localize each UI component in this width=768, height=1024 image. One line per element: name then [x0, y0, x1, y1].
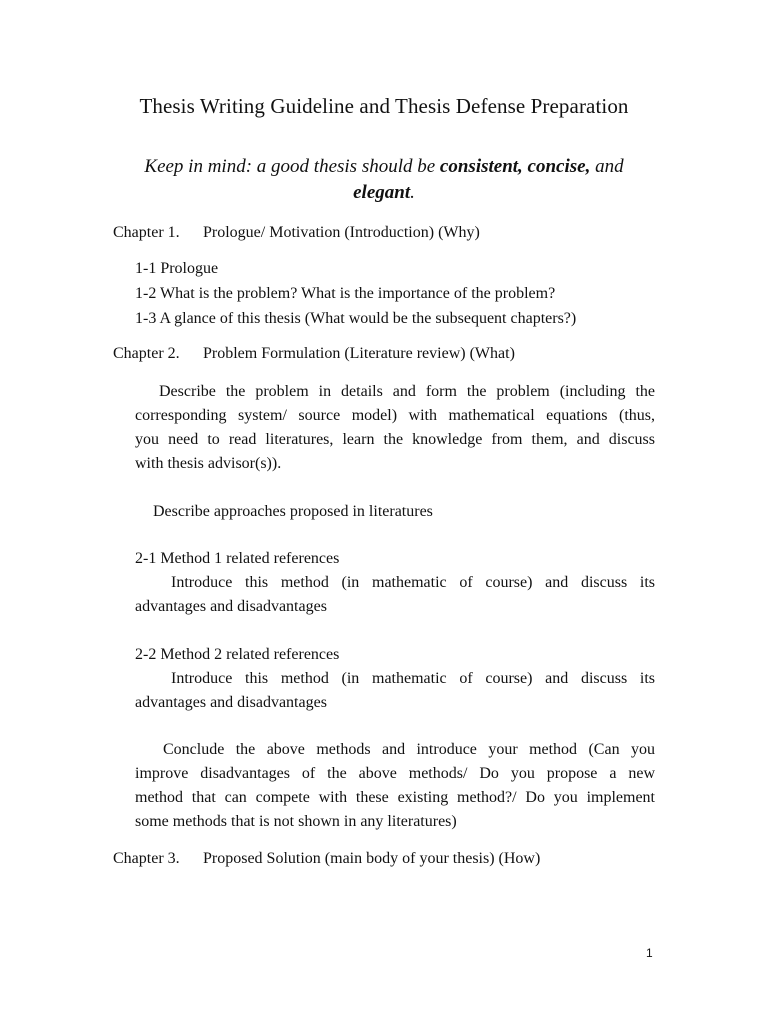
chapter-1-item-3: 1-3 A glance of this thesis (What would be the subsequent chapters?) — [135, 310, 577, 327]
paragraph-line: you need to read literatures, learn the knowledge from them, and discuss — [135, 431, 655, 448]
keep-in-mind-prefix: Keep in mind: a good thesis should be — [144, 156, 440, 177]
method-1-paragraph — [135, 571, 655, 619]
chapter-2-heading — [113, 345, 515, 363]
method-2-paragraph — [135, 667, 655, 715]
chapter-3-number: Chapter 3. — [113, 850, 180, 867]
chapter-1-item-2: 1-2 What is the problem? What is the importance of the problem? — [135, 285, 556, 302]
paragraph-line: Conclude the above methods and introduce your method (Can you — [163, 741, 655, 758]
keep-in-mind-and: and — [590, 156, 624, 177]
method-1-heading: 2-1 Method 1 related references — [135, 550, 340, 567]
chapter-2-title: Problem Formulation (Literature review) (What) — [203, 345, 515, 362]
keep-in-mind-line-2 — [0, 182, 768, 204]
conclude-paragraph — [135, 738, 655, 834]
paragraph-line: with thesis advisor(s)). — [135, 455, 282, 472]
chapter-1-item-1: 1-1 Prologue — [135, 260, 219, 277]
keyword-elegant: elegant — [353, 182, 411, 203]
paragraph-line: improve disadvantages of the above methods/ Do you propose a new — [135, 765, 655, 782]
paragraph-line: corresponding system/ source model) with mathematical equations (thus, — [135, 407, 655, 424]
keyword-consistent: consistent — [439, 156, 519, 177]
chapter-1-heading — [113, 224, 480, 242]
paragraph-line: advantages and disadvantages — [135, 694, 327, 711]
paragraph-line: some methods that is not shown in any literatures) — [135, 813, 457, 830]
page-number: 1 — [646, 946, 653, 960]
paragraph-line: advantages and disadvantages — [135, 598, 327, 615]
paragraph-line: Introduce this method (in mathematic of course) and discuss its — [171, 574, 655, 591]
chapter-3-heading — [113, 850, 540, 868]
approaches-line: Describe approaches proposed in literatures — [153, 503, 433, 520]
paragraph-line: method that can compete with these existing method?/ Do you implement — [135, 789, 655, 806]
keep-in-mind-period: . — [410, 182, 415, 203]
method-2-heading: 2-2 Method 2 related references — [135, 646, 340, 663]
chapter-1-title: Prologue/ Motivation (Introduction) (Why) — [203, 224, 480, 241]
chapter-3-title: Proposed Solution (main body of your thesis) (How) — [203, 850, 541, 867]
paragraph-line: Introduce this method (in mathematic of course) and discuss its — [171, 670, 655, 687]
document-title: Thesis Writing Guideline and Thesis Defense Preparation — [139, 94, 629, 118]
keyword-concise: concise, — [527, 156, 591, 177]
keyword-separator-1: , — [518, 156, 528, 177]
chapter-1-number: Chapter 1. — [113, 224, 180, 241]
paragraph-line: Describe the problem in details and form the problem (including the — [159, 383, 655, 400]
chapter-2-description-paragraph — [135, 380, 655, 476]
chapter-2-number: Chapter 2. — [113, 345, 180, 362]
keep-in-mind-line-1 — [0, 156, 768, 178]
